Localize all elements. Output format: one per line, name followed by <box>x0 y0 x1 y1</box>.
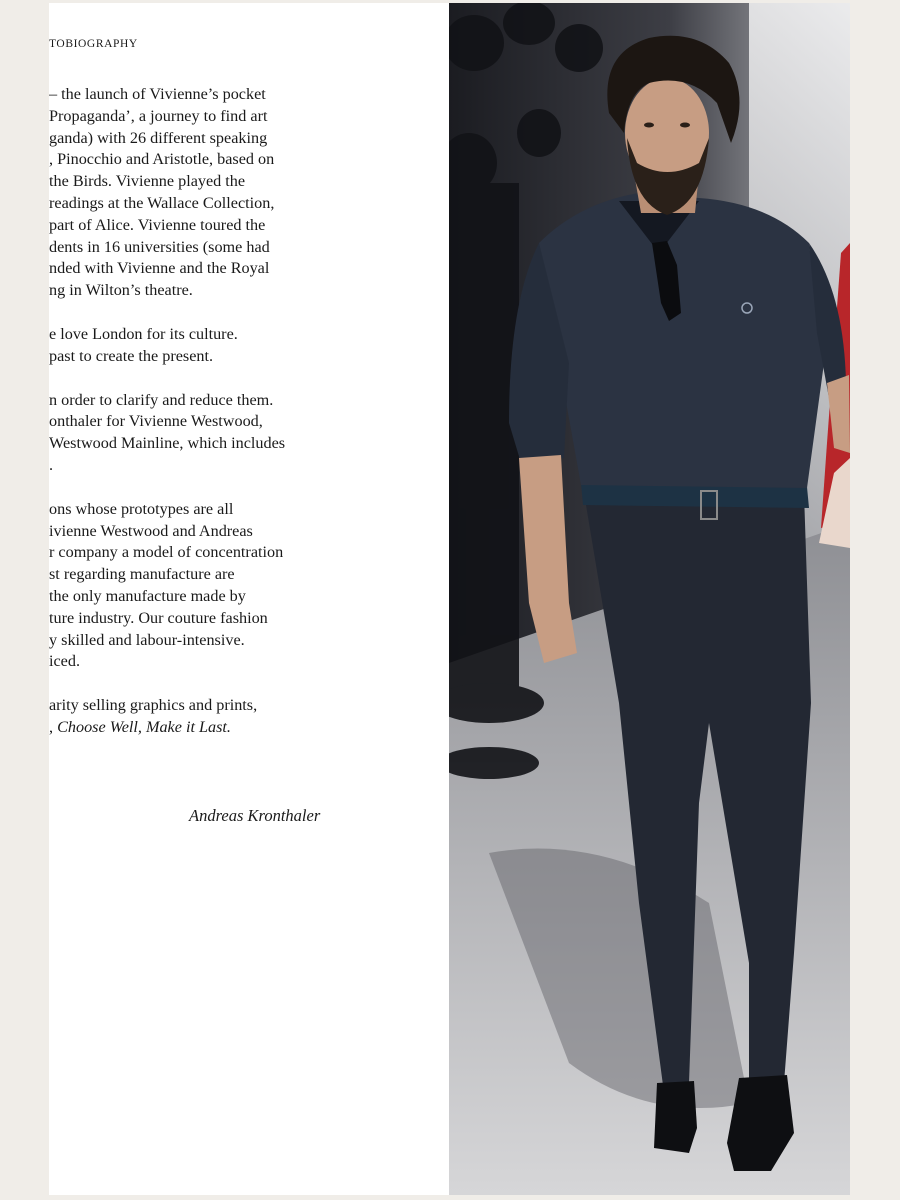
paragraph-3 <box>49 390 449 477</box>
text-line: arity selling graphics and prints, <box>49 696 258 715</box>
text-line: onthaler for Vivienne Westwood, <box>49 412 263 431</box>
text-line: . <box>49 455 54 474</box>
text-line: part of Alice. Vivienne toured the <box>49 215 266 234</box>
text-line: y skilled and labour-intensive. <box>49 630 245 649</box>
text-line: – the launch of Vivienne’s pocket <box>49 85 266 103</box>
text-line <box>49 717 449 739</box>
text-line: ivienne Westwood and Andreas <box>49 521 253 540</box>
text-fragment: , <box>49 717 58 736</box>
text-line: ons whose prototypes are all <box>49 499 234 518</box>
text-line: ng in Wilton’s theatre. <box>49 281 193 300</box>
text-line: , Pinocchio and Aristotle, based on <box>49 150 275 169</box>
text-line: ture industry. Our couture fashion <box>49 608 268 627</box>
text-line: ganda) with 26 different speaking <box>49 128 268 147</box>
text-page <box>49 3 449 1195</box>
text-line: n order to clarify and reduce them. <box>49 390 274 409</box>
text-line: e love London for its culture. <box>49 324 238 343</box>
text-line: Westwood Mainline, which includes <box>49 434 286 453</box>
paragraph-5 <box>49 695 449 739</box>
signature: Andreas Kronthaler <box>189 806 321 825</box>
text-line: past to create the present. <box>49 346 214 365</box>
paragraph-2 <box>49 324 449 368</box>
text-line: r company a model of concentration <box>49 543 284 562</box>
text-line: the only manufacture made by <box>49 586 246 605</box>
sweater <box>539 193 824 488</box>
book-spread <box>49 3 850 1195</box>
text-line: the Birds. Vivienne played the <box>49 172 246 191</box>
text-line: Propaganda’, a journey to find art <box>49 106 268 125</box>
text-line: dents in 16 universities (some had <box>49 237 270 256</box>
text-line: st regarding manufacture are <box>49 565 235 584</box>
running-head: TOBIOGRAPHY <box>49 38 138 50</box>
text-line: iced. <box>49 652 81 671</box>
body-text <box>49 84 449 761</box>
motto-italic: Choose Well, Make it Last. <box>57 717 231 736</box>
text-line: readings at the Wallace Collection, <box>49 193 275 212</box>
runway-photo <box>449 3 850 1195</box>
paragraph-4 <box>49 499 449 673</box>
text-line: nded with Vivienne and the Royal <box>49 259 270 278</box>
paragraph-1 <box>49 84 449 302</box>
